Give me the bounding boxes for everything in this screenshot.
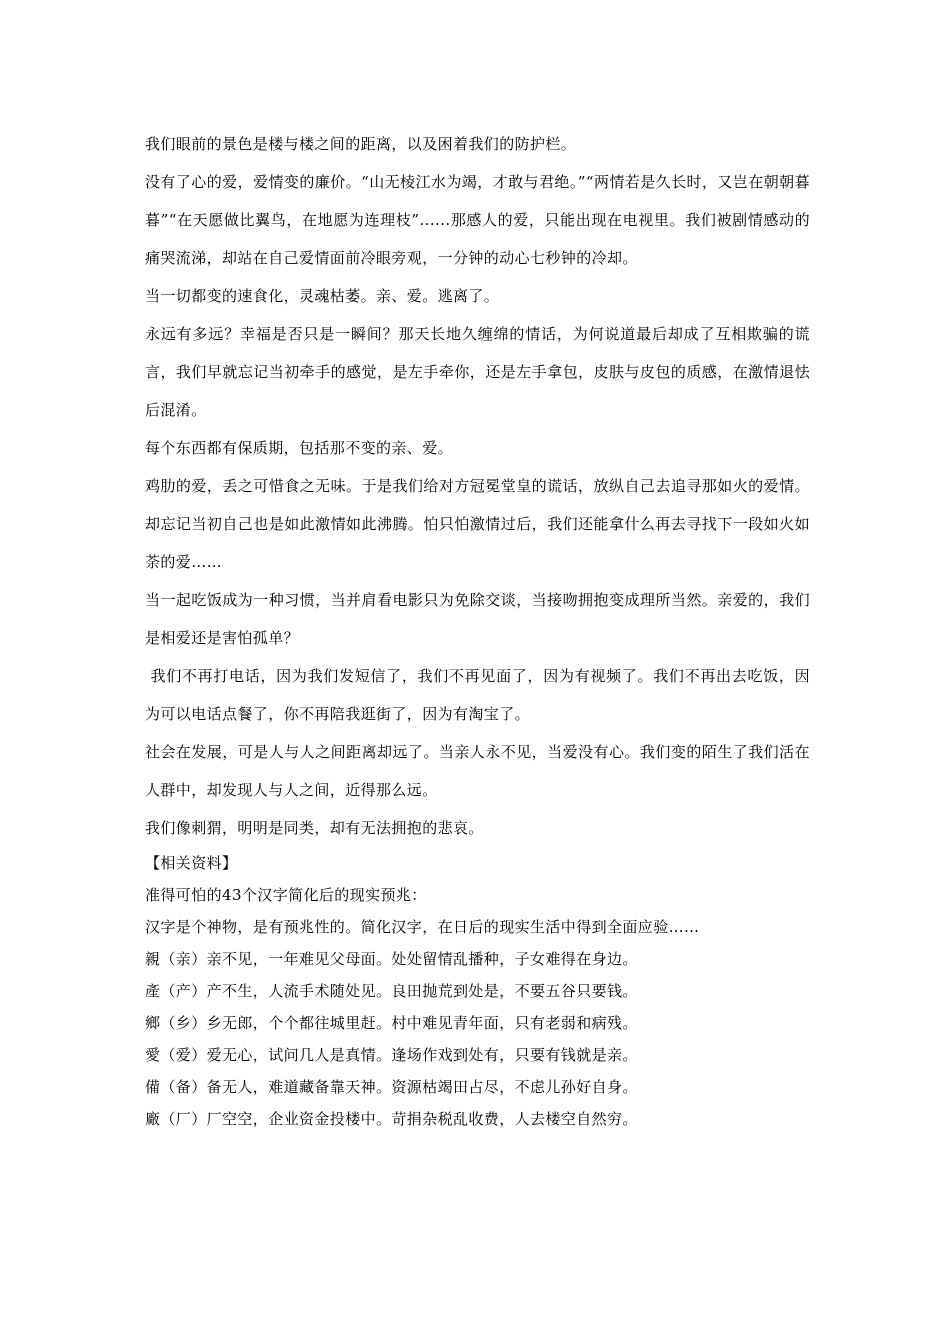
document-body (145, 125, 810, 1135)
verse-1: 親（亲）亲不见，一年难见父母面。处处留情乱播种，子女难得在身边。 (145, 950, 638, 968)
paragraph-5: 每个东西都有保质期，包括那不变的亲、爱。 (145, 439, 454, 457)
paragraph-12: 汉字是个神物，是有预兆性的。简化汉字，在日后的现实生活中得到全面应验…… (145, 918, 700, 936)
verse-3: 鄉（乡）乡无郎，个个都往城里赶。村中难见青年面，只有老弱和病残。 (145, 1014, 638, 1032)
paragraph-3: 当一切都变的速食化，灵魂枯萎。亲、爱。逃离了。 (145, 287, 500, 305)
paragraph-10: 我们像刺猬，明明是同类，却有无法拥抱的悲哀。 (145, 819, 484, 837)
paragraph-1: 我们眼前的景色是楼与楼之间的距离，以及困着我们的防护栏。 (145, 135, 577, 153)
paragraph-6: 鸡肋的爱，丢之可惜食之无味。于是我们给对方冠冕堂皇的谎话，放纵自己去追寻那如火的爱情。却忘记当初自己也是如此激情如此沸腾。怕只怕激情过后，我们还能拿什么再去寻找下一段如火如荼的爱…… (145, 477, 810, 571)
paragraph-2: 没有了心的爱，爱情变的廉价。“山无棱江水为竭，才敢与君绝。”“两情若是久长时，又岂在朝朝暮暮”“在天愿做比翼鸟，在地愿为连理枝”......那感人的爱，只能出现在电视里。我们被剧情感动的痛哭流涕，却站在自己爱情面前冷眼旁观，一分钟的动心七秒钟的冷却。 (145, 173, 810, 267)
verse-6: 廠（厂）厂空空，企业资金投楼中。苛捐杂税乱收费，人去楼空自然穷。 (145, 1110, 638, 1128)
paragraph-4: 永远有多远？幸福是否只是一瞬间？那天长地久缠绵的情话，为何说道最后却成了互相欺骗的谎言，我们早就忘记当初牵手的感觉，是左手牵你，还是左手拿包，皮肤与皮包的质感，在激情退怯后混淆。 (145, 325, 810, 419)
paragraph-7: 当一起吃饭成为一种习惯，当并肩看电影只为免除交谈，当接吻拥抱变成理所当然。亲爱的，我们是相爱还是害怕孤单？ (145, 591, 810, 647)
section-heading: 【相关资料】 (145, 854, 238, 872)
paragraph-8: 我们不再打电话，因为我们发短信了，我们不再见面了，因为有视频了。我们不再出去吃饭，因为可以电话点餐了，你不再陪我逛街了，因为有淘宝了。 (145, 667, 810, 723)
verse-2: 產（产）产不生，人流手术随处见。良田抛荒到处是，不要五谷只要钱。 (145, 982, 638, 1000)
paragraph-11: 准得可怕的43个汉字简化后的现实预兆： (145, 886, 427, 904)
verse-4: 愛（爱）爱无心，试问几人是真情。逢场作戏到处有，只要有钱就是亲。 (145, 1046, 638, 1064)
verse-5: 備（备）备无人，难道藏备靠天神。资源枯竭田占尽，不虑儿孙好自身。 (145, 1078, 638, 1096)
paragraph-9: 社会在发展，可是人与人之间距离却远了。当亲人永不见，当爱没有心。我们变的陌生了我们活在人群中，却发现人与人之间，近得那么远。 (145, 743, 810, 799)
